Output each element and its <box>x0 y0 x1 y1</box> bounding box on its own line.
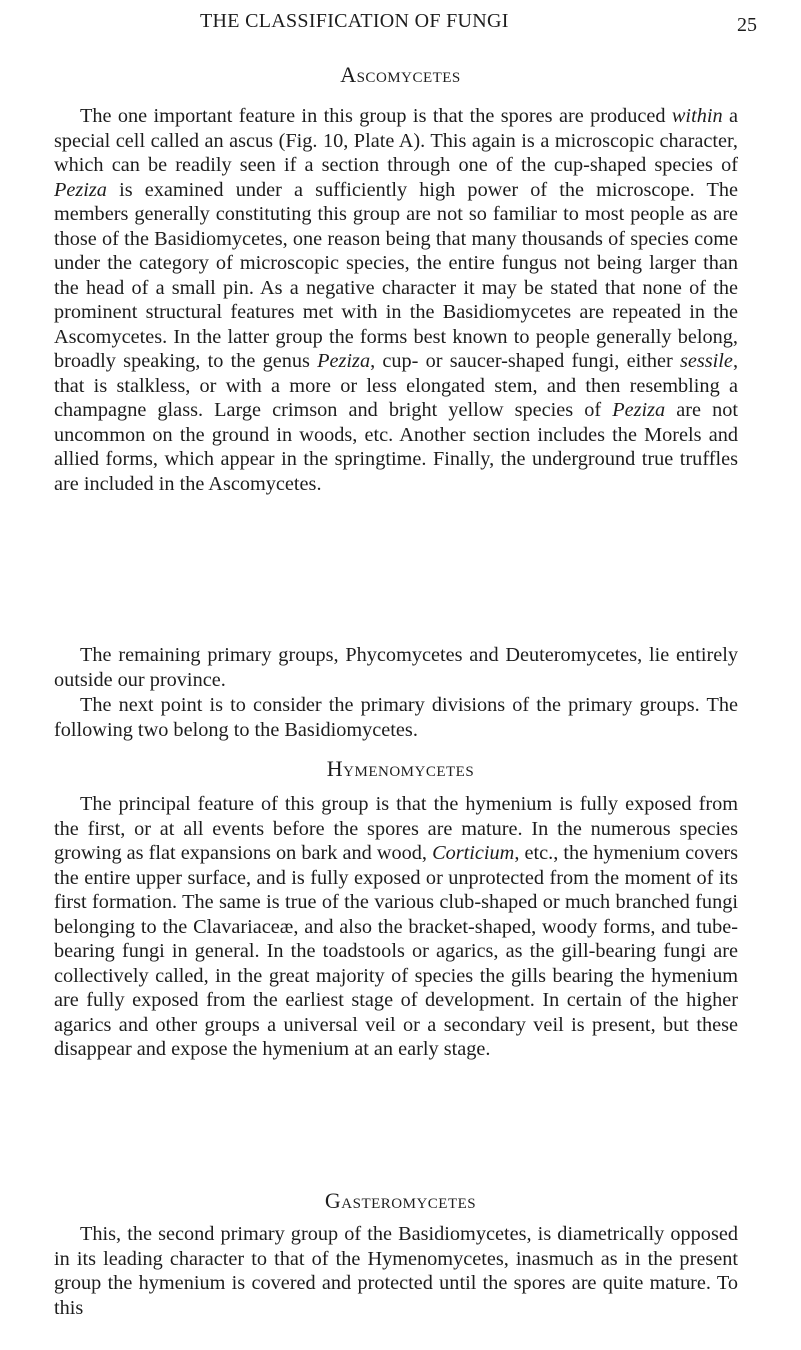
paragraph-remaining-groups: The remaining primary groups, Phycomycetes and Deuteromycetes, lie entirely outside our province. <box>54 644 738 691</box>
text-run: , cup- or saucer-shaped fungi, either <box>370 350 680 372</box>
italic-term: Peziza <box>54 178 107 201</box>
text-run: is examined under a sufficiently high power of the microscope. The members generally constituting this group are not so familiar to most people as are those of the Basidiomycetes, one reason being that many thousands of species come under the category of microscopic species, the entire fungus not being larger than the head of a small pin. As a negative character it may be stated that none of the prominent structural features met with in the Basidiomycetes are repeated in the Ascomycetes. In the latter group the forms best known to people generally belong, broadly speaking, to the genus <box>54 178 738 372</box>
paragraph-gasteromycetes: This, the second primary group of the Basidiomycetes, is diametrically opposed in its leading character to that of the Hymenomycetes, inasmuch as in the present group the hymenium is covered and protected until the spores are quite mature. To this <box>54 1223 738 1319</box>
page-number: 25 <box>737 14 757 36</box>
italic-term: Peziza <box>612 399 666 421</box>
text-run: The one important feature in this group is that the spores are produced <box>80 105 672 127</box>
text-run: The principal feature of this group is that the hymenium is fully exposed from the first, or at all events before the spores are mature. In the numerous species growing as flat expansions on bark and wood, <box>54 793 738 864</box>
text-run: a special cell called an ascus (Fig. 10, Plate A). This again is a microscopic character, which can be readily seen if a section through one of the cup-shaped species of <box>54 105 738 176</box>
text-run: are not uncommon on the ground in woods, etc. Another section includes the Morels and allied forms, which appear in the springtime. Finally, the underground true truffles are included in the Ascomycetes. <box>54 399 738 495</box>
paragraph-hymenomycetes <box>54 792 738 1062</box>
italic-term: within <box>671 105 723 127</box>
italic-term: Peziza <box>317 350 371 372</box>
italic-term: Corticium <box>432 842 515 864</box>
section-heading-hymenomycetes: Hymenomycetes <box>326 756 475 781</box>
running-head: THE CLASSIFICATION OF FUNGI <box>200 10 509 32</box>
text-run: , that is stalkless, or with a more or less elongated stem, and then resembling a champagne glass. Large crimson and bright yellow species of <box>54 350 739 421</box>
paragraph-ascomycetes <box>54 104 738 496</box>
paragraph-primary-divisions: The next point is to consider the primary divisions of the primary groups. The following two belong to the Basidiomycetes. <box>54 694 738 741</box>
section-heading-ascomycetes: Ascomycetes <box>340 62 461 87</box>
text-run: , etc., the hymenium covers the entire upper surface, and is fully exposed or unprotected from the moment of its first formation. The same is true of the various club-shaped or much branched fungi belonging to the Clavariaceæ, and also the bracket-shaped, woody forms, and tube-bearing fungi in general. In the toadstools or agarics, as the gill-bearing fungi are collectively called, in the great majority of species the gills bearing the hymenium are fully exposed from the earliest stage of development. In certain of the higher agarics and other groups a universal veil or a secondary veil is present, but these disappear and expose the hymenium at an early stage. <box>54 842 738 1060</box>
section-heading-gasteromycetes: Gasteromycetes <box>324 1188 477 1213</box>
italic-term: sessile <box>679 350 733 372</box>
